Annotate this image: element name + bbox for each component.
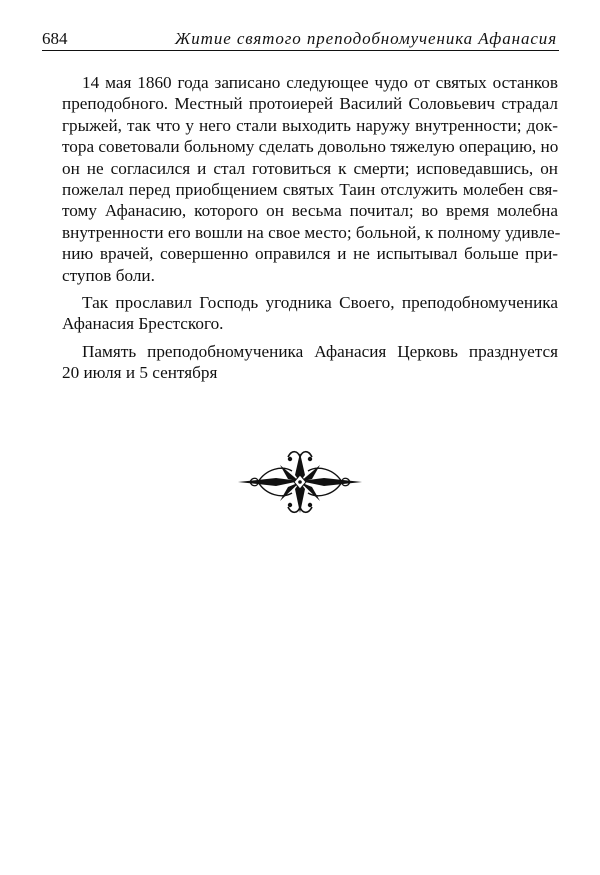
text-line: он не согласился и стал готовиться к смерти; исповедавшись, он	[62, 158, 558, 178]
text-line: Так прославил Господь угодника Своего, преподобномученика	[82, 293, 558, 313]
page-number: 684	[42, 29, 68, 48]
text-line: пожелал перед приобщением святых Таин отслужить молебен свя-	[62, 180, 558, 200]
paragraph-miracle	[62, 72, 561, 286]
paragraph-feast-days	[62, 341, 558, 384]
text-line: 14 мая 1860 года записано следующее чудо от святых останков	[82, 73, 558, 92]
running-head	[42, 28, 559, 51]
text-line: грыжей, так что у него стали выходить наружу внутренности; док-	[62, 115, 558, 135]
text-line: тора советовали больному сделать довольно тяжелую операцию, но	[62, 137, 559, 157]
text-line: 20 июля и 5 сентября	[62, 363, 218, 383]
body-text	[62, 72, 561, 390]
text-line: преподобного. Местный протоиерей Василий Соловьевич страдал	[62, 94, 558, 114]
text-line: внутренности его вошли на свое место; больной, к полному удивле-	[62, 222, 561, 242]
running-title: Житие святого преподобномученика Афанасия	[174, 29, 557, 48]
text-line: тому Афанасию, которого он весьма почитал; во время молебна	[62, 201, 558, 221]
text-line: Память преподобномученика Афанасия Церковь празднуется	[82, 341, 558, 361]
floral-tailpiece-ornament-icon	[236, 445, 364, 519]
paragraph-glorification	[62, 292, 558, 335]
text-line: ступов боли.	[62, 265, 155, 285]
text-line: нию врачей, совершенно оправился и не испытывал больше при-	[62, 244, 558, 264]
text-line: Афанасия Брестского.	[62, 314, 224, 334]
